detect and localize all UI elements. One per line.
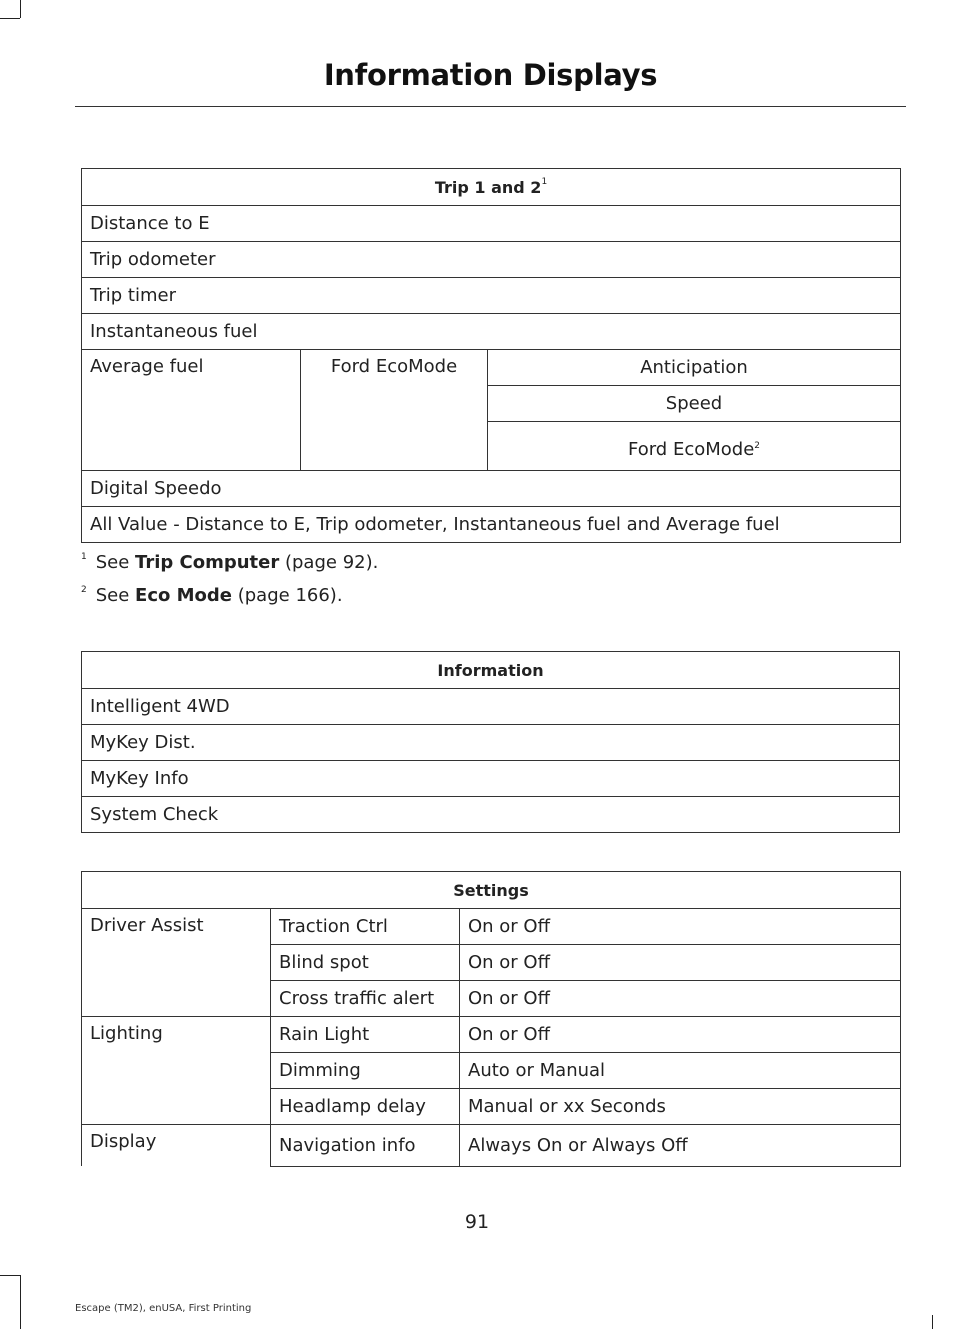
setting-value: On or Off [460,981,901,1017]
trip-table-title: Trip 1 and 2 [434,177,542,197]
footnote-link[interactable]: Trip Computer [135,552,280,573]
information-table [81,651,900,833]
footnote-link[interactable]: Eco Mode [135,585,233,606]
table-row: Trip odometer [82,242,901,278]
average-fuel-cell: Average fuel [82,350,301,471]
setting-value: On or Off [460,909,901,945]
settings-table-header: Settings [82,872,901,909]
footnote-mark: 2 [81,585,87,595]
settings-category: Lighting [82,1017,271,1125]
document-footer: Escape (TM2), enUSA, First Printing [75,1303,252,1314]
footnote-text: (page 166). [232,585,343,606]
crop-mark [932,1315,933,1329]
setting-value: On or Off [460,1017,901,1053]
eco-option-label: Ford EcoMode [628,438,755,460]
footnote-text: See [95,585,136,606]
trip-table-header [82,169,901,206]
settings-table [81,871,901,1167]
eco-mode-cell: Ford EcoMode [301,350,488,471]
footnote-mark: 1 [81,552,87,562]
footnote-ref: 2 [754,440,761,451]
table-row: Distance to E [82,206,901,242]
crop-mark [20,1275,21,1329]
table-row: Digital Speedo [82,471,901,507]
table-row: Trip timer [82,278,901,314]
footnote [81,585,343,606]
setting-value: Always On or Always Off [460,1125,901,1167]
setting-name: Blind spot [271,945,460,981]
trip-table [81,168,901,543]
table-row: Intelligent 4WD [82,689,900,725]
setting-value: Auto or Manual [460,1053,901,1089]
eco-option-cell: Speed [488,386,901,422]
footnote-ref: 1 [541,177,548,188]
crop-mark [0,1275,20,1276]
setting-name: Cross traffic alert [271,981,460,1017]
crop-mark [20,0,21,18]
eco-option-cell: Anticipation [488,350,901,386]
setting-name: Headlamp delay [271,1089,460,1125]
page-number: 91 [464,1211,490,1233]
table-row: Instantaneous fuel [82,314,901,350]
setting-name: Navigation info [271,1125,460,1167]
crop-mark [0,18,20,19]
footnote-text: See [95,552,136,573]
setting-name: Rain Light [271,1017,460,1053]
information-table-header: Information [82,652,900,689]
table-row: MyKey Info [82,761,900,797]
table-row: System Check [82,797,900,833]
table-row: MyKey Dist. [82,725,900,761]
title-divider [75,106,906,107]
setting-name: Dimming [271,1053,460,1089]
setting-value: Manual or xx Seconds [460,1089,901,1125]
table-row: All Value - Distance to E, Trip odometer, Instantaneous fuel and Average fuel [82,507,901,543]
settings-category: Driver Assist [82,909,271,1017]
footnote [81,552,378,573]
setting-name: Traction Ctrl [271,909,460,945]
setting-value: On or Off [460,945,901,981]
footnote-text: (page 92). [279,552,379,573]
settings-category: Display [82,1125,271,1167]
page-title: Information Displays [323,58,658,92]
eco-option-cell [488,422,901,471]
